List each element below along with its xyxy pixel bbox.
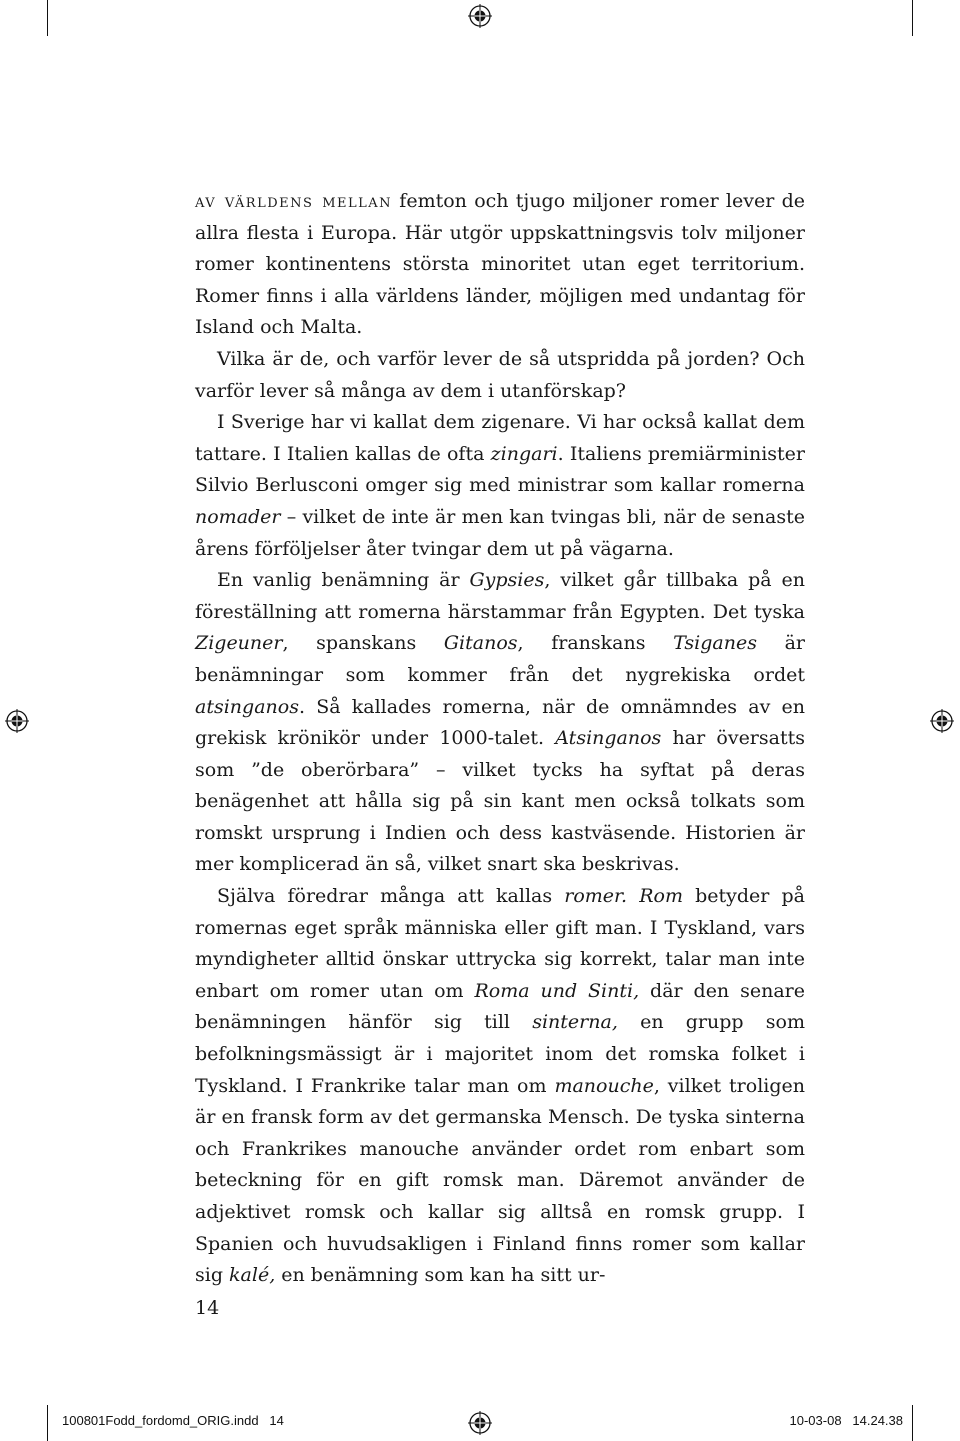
- paragraph-text: där den senare benämningen hänför sig till: [195, 979, 805, 1034]
- paragraph: [195, 565, 805, 881]
- crop-mark-bottom-right: [912, 1405, 913, 1441]
- body-text: [195, 186, 805, 1292]
- paragraph-text: en grupp som befolkningsmässigt är i majoritet inom det romska folket i Tyskland. I Frankrike talar man om: [195, 1011, 805, 1097]
- registration-mark-icon: [468, 4, 492, 28]
- registration-mark-icon: [468, 1411, 492, 1435]
- paragraph-text: , franskans: [517, 632, 674, 655]
- paragraph: [195, 881, 805, 1292]
- paragraph-text: I Sverige har vi kallat dem zigenare. Vi har också kallat dem tattare. I Italien kallas de ofta: [195, 411, 805, 465]
- paragraph-text: är benämningar som kommer från det nygrekiska ordet: [195, 632, 805, 686]
- italic-term: sinterna,: [532, 1011, 618, 1034]
- italic-term: Gitanos: [443, 632, 518, 655]
- registration-mark-icon: [5, 709, 29, 733]
- italic-term: Tsiganes: [673, 632, 757, 655]
- italic-term: atsinganos: [195, 695, 299, 718]
- crop-mark-top-right: [912, 0, 913, 36]
- paragraph-text: En vanlig benämning är: [217, 569, 470, 592]
- paragraph: [195, 186, 805, 344]
- paragraph: [195, 344, 805, 407]
- chapter-opening-small-caps: av världens mellan: [195, 190, 393, 212]
- slug-filename: 100801Fodd_fordomd_ORIG.indd 14: [62, 1413, 284, 1428]
- paragraph-text: – vilket de inte är men kan tvingas bli, när de senaste årens förföljelser åter tvingar dem ut på vägarna.: [195, 505, 805, 560]
- paragraph-text: . Så kallades romerna, när de omnämndes av en grekisk krönikör under 1000-talet.: [195, 695, 805, 750]
- paragraph: [195, 407, 805, 565]
- paragraph-text: femton och tjugo miljoner romer lever de allra flesta i Europa. Här utgör uppskattningsvis tolv miljoner romer kontinentens största minoritet utan eget territorium. Romer finns i alla världens länder, möjligen med undantag för Island och Malta.: [195, 190, 805, 339]
- paragraph-text: Själva föredrar många att kallas: [217, 885, 565, 908]
- paragraph-text: . Italiens premiärminister Silvio Berlusconi omger sig med ministrar som kallar romerna: [195, 442, 806, 497]
- italic-term: nomader: [195, 505, 281, 528]
- italic-term: zingari: [490, 442, 558, 465]
- page-number: 14: [195, 1297, 220, 1319]
- paragraph-text: , vilket går tillbaka på en föreställning att romerna härstammar från Egypten. Det tyska: [195, 569, 805, 623]
- paragraph-text: , spanskans: [282, 632, 444, 655]
- italic-term: Zigeuner: [195, 632, 283, 655]
- italic-term: Roma und Sinti,: [474, 979, 640, 1002]
- italic-term: romer. Rom: [564, 885, 683, 908]
- paragraph-text: , vilket troligen är en fransk form av det germanska Mensch. De tyska sinterna och Frankrikes manouche använder ordet rom enbart som beteckning för en gift romsk man. Däremot använder de adjektivet romsk och kallar sig alltså en romsk grupp. I Spanien och huvudsakligen i Finland finns romer som kallar sig: [195, 1074, 805, 1287]
- paragraph-text: har översatts som ”de oberörbara” – vilket tycks ha syftat på deras benägenhet att hålla sig på sin kant men också tolkats som romskt ursprung i Indien och dess kastväsende. Historien är mer komplicerad än så, vilket snart ska beskrivas.: [195, 727, 805, 876]
- crop-mark-bottom-left: [47, 1405, 48, 1441]
- italic-term: kalé,: [229, 1264, 276, 1287]
- italic-term: Atsinganos: [555, 727, 662, 750]
- italic-term: manouche: [554, 1074, 654, 1097]
- paragraph-text: en benämning som kan ha sitt ur-: [275, 1264, 606, 1287]
- paragraph-text: betyder på romernas eget språk människa eller gift man. I Tyskland, vars myndigheter alltid önskar uttrycka sig korrekt, talar man inte enbart om romer utan om: [195, 885, 805, 1002]
- italic-term: Gypsies: [469, 569, 545, 592]
- slug-timestamp: 10-03-08 14.24.38: [789, 1413, 903, 1428]
- crop-mark-top-left: [47, 0, 48, 36]
- paragraph-text: Vilka är de, och varför lever de så utspridda på jorden? Och varför lever så många av dem i utanförskap?: [195, 347, 805, 402]
- registration-mark-icon: [930, 709, 954, 733]
